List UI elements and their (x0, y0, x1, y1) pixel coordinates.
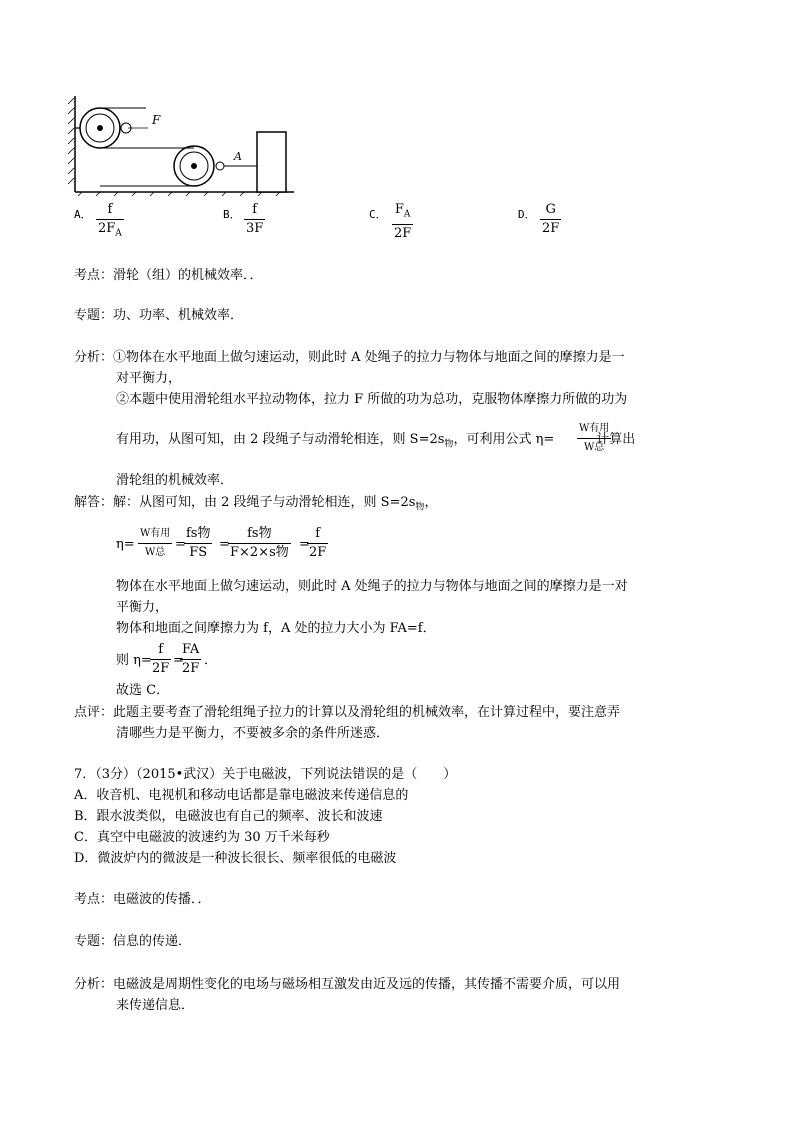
q7-zhuanti: 专题：信息的传递． (74, 934, 192, 949)
q6-fenxi-line1: 分析：①物体在水平地面上做匀速运动，则此时 A 处绳子的拉力与物体与地面之间的摩擦力是一 (74, 350, 625, 365)
q6-jieda-line4: 平衡力， (116, 600, 169, 615)
option-b-label: B． (223, 208, 241, 221)
q6-dianping-line2: 清哪些力是平衡力，不要被多余的条件所迷惑． (116, 726, 390, 741)
q7-stem: 7．（3分）（2015•武汉）关于电磁波，下列说法错误的是（ ） (74, 767, 457, 782)
pulley-figure (66, 96, 296, 201)
q7-option-a: A．收音机、电视机和移动电话都是靠电磁波来传递信息的 (74, 788, 409, 803)
q6-fenxi-line4: 有用功，从图可知，由 2 段绳子与动滑轮相连，则 $S=2s_物$，可利用公式 η= 计算出 (116, 432, 636, 450)
option-b-fraction: $\frac{f}{3F}$ (246, 202, 264, 236)
q7-kaodian: 考点：电磁波的传播．． (74, 892, 211, 907)
point-a-label: A (234, 150, 242, 163)
option-a-fraction: $\frac{f}{2F_A}$ (98, 202, 122, 239)
option-d-fraction: $\frac{G}{2F}$ (542, 202, 560, 236)
q6-kaodian: 考点：滑轮（组）的机械效率．． (74, 268, 263, 283)
q6-jieda-choice: 故选 C． (116, 683, 170, 698)
q6-jieda-line3: 物体在水平地面上做匀速运动，则此时 A 处绳子的拉力与物体与地面之间的摩擦力是一对 (116, 579, 628, 594)
option-d-label: D． (518, 208, 536, 221)
q6-fenxi-line5: 滑轮组的机械效率． (116, 473, 234, 488)
q7-option-d: D．微波炉内的微波是一种波长很长、频率很低的电磁波 (74, 851, 397, 866)
q7-fenxi-line2: 来传递信息． (116, 998, 195, 1013)
q7-option-b: B．跟水波类似，电磁波也有自己的频率、波长和波速 (74, 809, 383, 824)
q6-fenxi-line3: ②本题中使用滑轮组水平拉动物体，拉力 F 所做的功为总功，克服物体摩擦力所做的功为 (116, 392, 628, 407)
option-a-label: A． (74, 208, 92, 221)
q6-fenxi-line2: 对平衡力， (116, 371, 182, 386)
q6-jieda-line1: 解答：解：从图可知，由 2 段绳子与动滑轮相连，则 $S=2s_物$， (74, 495, 438, 513)
q6-zhuanti: 专题：功、功率、机械效率． (74, 308, 244, 323)
q7-option-c: C．真空中电磁波的波速约为 30 万千米每秒 (74, 830, 330, 845)
q6-dianping-line1: 点评：此题主要考查了滑轮组绳子拉力的计算以及滑轮组的机械效率，在计算过程中，要注意弄 (74, 705, 621, 720)
force-label: F (152, 113, 161, 127)
q6-fenxi-eta-fraction: W有用 W总 (577, 420, 611, 457)
q6-jieda-line5: 物体和地面之间摩擦力为 f，A 处的拉力大小为 FA=f． (116, 621, 436, 636)
q7-fenxi-line1: 分析：电磁波是周期性变化的电场与磁场相互激发由近及远的传播，其传播不需要介质，可以用 (74, 977, 621, 992)
option-c-fraction: $\frac{F_A}{2F}$ (394, 202, 412, 241)
option-c-label: C． (369, 208, 387, 221)
